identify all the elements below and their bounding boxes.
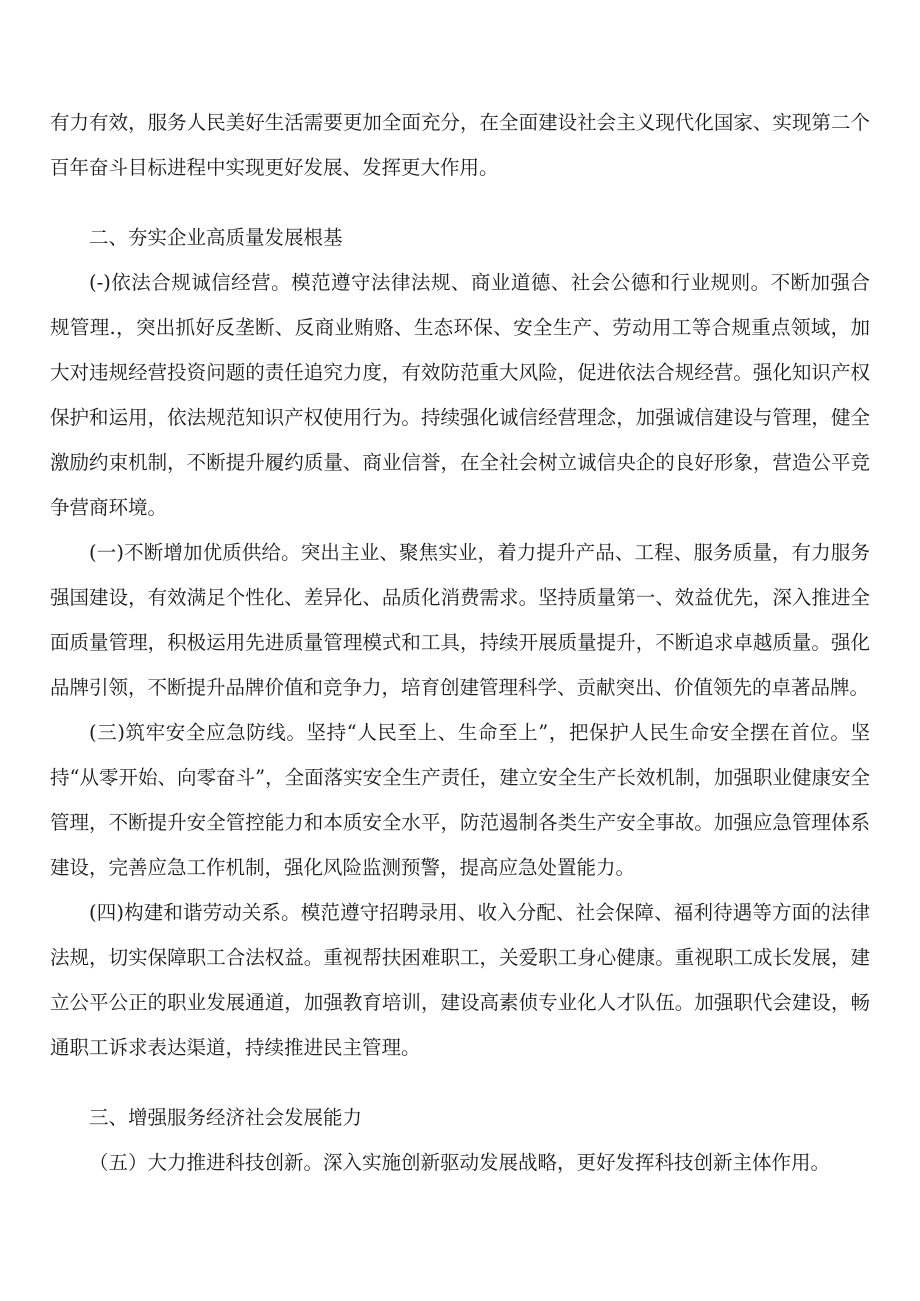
paragraph-safety: (三)筑牢安全应急防线。坚持“人民至上、生命至上”，把保护人民生命安全摆在首位。坚持“从零开始、向零奋斗”，全面落实安全生产责任，建立安全生产长效机制，加强职业健康安全管理，不断提升安全管控能力和本质安全水平，防范遏制各类生产安全事故。加强应急管理体系建设，完善应急工作机制，强化风险监测预警，提高应急处置能力。 [50,721,870,879]
section-gap [50,190,870,215]
intro-paragraph: 有力有效，服务人民美好生活需要更加全面充分，在全面建设社会主义现代化国家、实现第二个百年奋斗目标进程中实现更好发展、发挥更大作用。 [50,111,870,179]
paragraph-innovation: （五）大力推进科技创新。深入实施创新驱动发展战略，更好发挥科技创新主体作用。 [89,1151,831,1174]
section-gap [50,1070,870,1095]
paragraph-labor-relations: (四)构建和谐劳动关系。模范遵守招聘录用、收入分配、社会保障、福利待遇等方面的法律法规，切实保障职工合法权益。重视帮扶困难职工，关爱职工身心健康。重视职工成长发展，建立公平公正的职业发展通道，加强教育培训，建设高素侦专业化人才队伍。加强职代会建设，畅通职工诉求表达渠道，持续推进民主管理。 [50,901,870,1059]
section-two-heading: 二、夯实企业高质量发展根基 [89,226,343,249]
document-page [50,100,870,1185]
paragraph-quality-supply: (一)不断增加优质供给。突出主业、聚焦实业，着力提升产品、工程、服务质量，有力服务强国建设，有效满足个性化、差异化、品质化消费需求。坚持质量第一、效益优先，深入推进全面质量管理，积极运用先进质量管理模式和工具，持续开展质量提升，不断追求卓越质量。强化品牌引领，不断提升品牌价值和竞争力，培育创建管理科学、贡献突出、价值领先的卓著品牌。 [50,541,870,699]
paragraph-compliance: (-)依法合规诚信经营。模范遵守法律法规、商业道德、社会公德和行业规则。不断加强合规管理.，突出抓好反垄断、反商业贿赂、生态环保、安全生产、劳动用工等合规重点领域，加大对违规经营投资问题的责任追究力度，有效防范重大风险，促进依法合规经营。强化知识产权保护和运用，依法规范知识产权使用行为。持续强化诚信经营理念，加强诚信建设与管理，健全激励约束机制，不断提升履约质量、商业信誉，在全社会树立诚信央企的良好形象，营造公平竞争营商环境。 [50,271,870,519]
section-three-heading: 三、增强服务经济社会发展能力 [89,1106,363,1129]
